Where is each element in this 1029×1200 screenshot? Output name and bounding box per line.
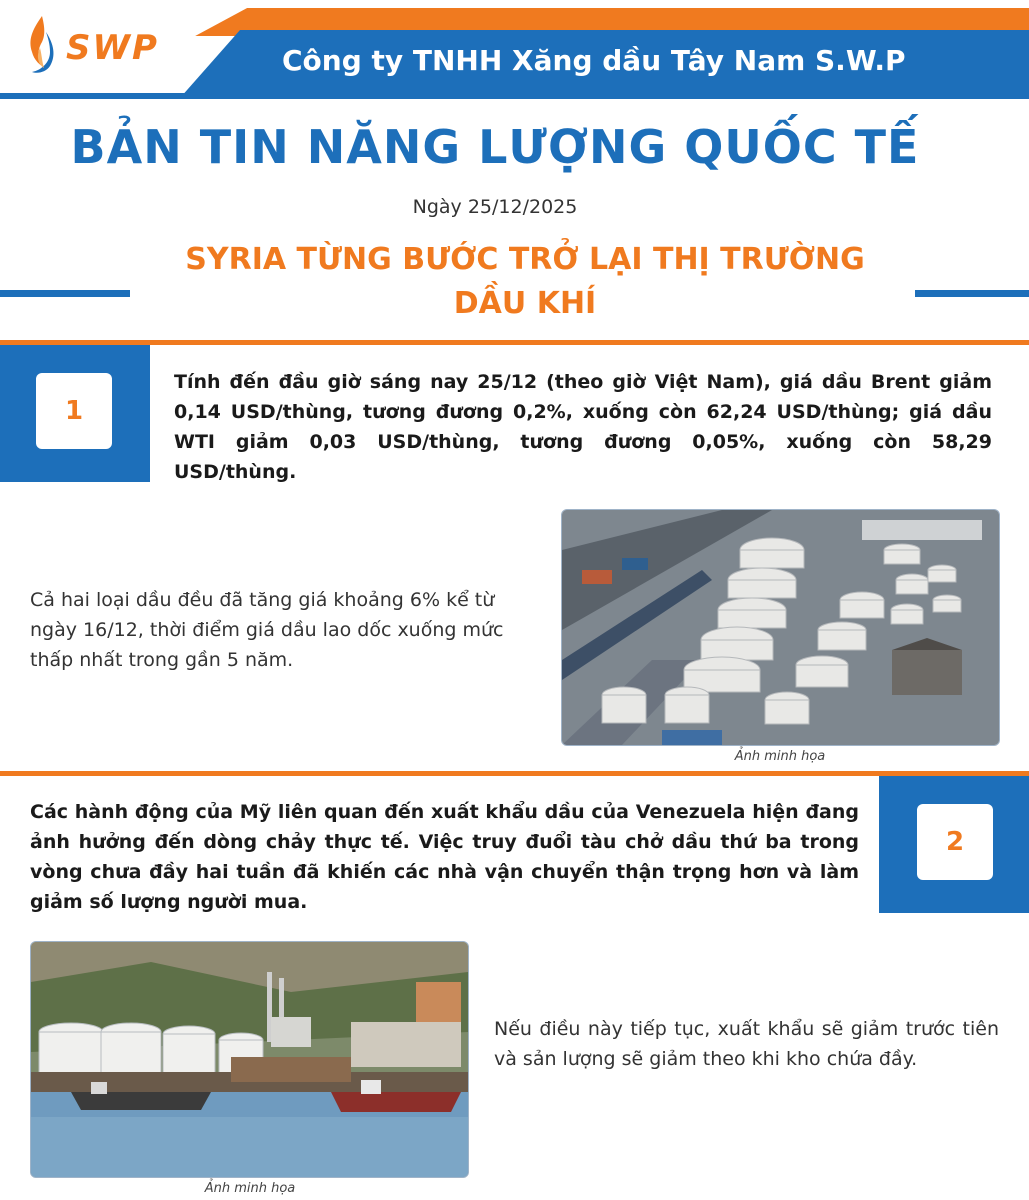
section2-caption: Ảnh minh họa	[204, 1181, 296, 1196]
section1-caption: Ảnh minh họa	[734, 749, 826, 764]
headline-line-2: DẦU KHÍ	[453, 286, 597, 321]
oil-terminal-harbor-photo	[30, 941, 469, 1178]
section2-rule	[0, 771, 1029, 776]
section1-plain-text: Cả hai loại dầu đều đã tăng giá khoảng 6% kể từ ngày 16/12, thời điểm giá dầu lao dốc xuống mức thấp nhất trong gần 5 năm.	[30, 589, 504, 671]
section2-number-panel	[879, 776, 1029, 913]
title-line-left	[0, 290, 130, 297]
header-underline	[0, 93, 1029, 99]
section2-bold-text: Các hành động của Mỹ liên quan đến xuất khẩu dầu của Venezuela hiện đang ảnh hưởng đến dòng chảy thực tế. Việc truy đuổi tàu chở dầu thứ ba trong vòng chưa đầy hai tuần đã khiến các nhà vận chuyển thận trọng hơn và làm giảm số lượng người mua.	[30, 801, 859, 913]
section1-rule	[0, 340, 1029, 345]
section1-number: 1	[36, 373, 112, 449]
page-title: BẢN TIN NĂNG LƯỢNG QUỐC TẾ	[70, 120, 920, 174]
section2-plain-text: Nếu điều này tiếp tục, xuất khẩu sẽ giảm trước tiên và sản lượng sẽ giảm theo khi kho chứa đầy.	[494, 1018, 999, 1070]
flame-icon	[24, 14, 60, 78]
title-line-right	[915, 290, 1029, 297]
section1-bold-text: Tính đến đầu giờ sáng nay 25/12 (theo giờ Việt Nam), giá dầu Brent giảm 0,14 USD/thùng, tương đương 0,2%, xuống còn 62,24 USD/thùng; giá dầu WTI giảm 0,03 USD/thùng, tương đương 0,05%, xuống còn 58,29 USD/thùng.	[174, 371, 992, 483]
logo-text: SWP	[66, 28, 159, 68]
publish-date: Ngày 25/12/2025	[412, 196, 578, 218]
company-logo	[24, 14, 194, 78]
section1-number-panel	[0, 345, 150, 482]
headline	[130, 238, 920, 326]
oil-tank-farm-photo	[561, 509, 1000, 746]
headline-line-1: SYRIA TỪNG BƯỚC TRỞ LẠI THỊ TRƯỜNG	[185, 242, 865, 277]
section2-number: 2	[917, 804, 993, 880]
company-name: Công ty TNHH Xăng dầu Tây Nam S.W.P	[282, 44, 906, 77]
